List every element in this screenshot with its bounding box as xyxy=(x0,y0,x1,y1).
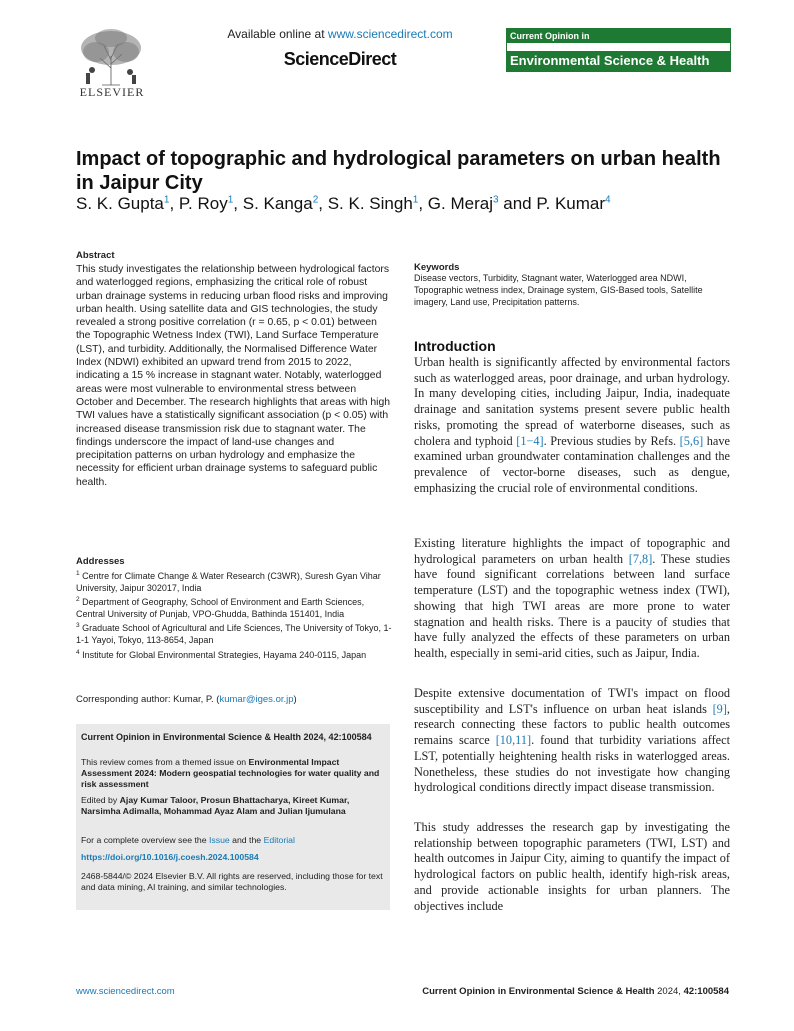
author-name: P. Roy xyxy=(178,194,228,213)
article-info-box xyxy=(76,724,390,910)
author-list xyxy=(76,194,756,214)
editors-prefix: Edited by xyxy=(81,795,120,805)
address-number: 1 xyxy=(76,570,80,577)
footer-year: 2024, xyxy=(654,986,684,997)
journal-label-small: Current Opinion in xyxy=(507,29,730,43)
footer-sciencedirect-link[interactable]: www.sciencedirect.com xyxy=(76,986,175,997)
author-separator: , xyxy=(233,194,243,213)
keywords-text: Disease vectors, Turbidity, Stagnant water, Waterlogged area NDWI, Topographic wetness index, Drainage system, GIS-Based tools, Satellite imagery, Land use, Precipitation patterns. xyxy=(414,273,703,307)
corresponding-author xyxy=(76,693,392,706)
address-number: 3 xyxy=(76,622,80,630)
footer-journal-name: Current Opinion in Environmental Science & Health xyxy=(422,986,655,997)
author-name: G. Meraj xyxy=(427,194,493,213)
issue-link[interactable]: Issue xyxy=(208,835,230,845)
overview-prefix: For a complete overview see the xyxy=(81,835,209,845)
paragraph-text: . Previous studies by Refs. xyxy=(543,433,680,448)
copyright-notice: 2468-5844/© 2024 Elsevier B.V. All rights are reserved, including those for text and data mining, AI training, and similar technologies. xyxy=(81,871,383,892)
sciencedirect-brand: ScienceDirect xyxy=(283,49,397,69)
paragraph-text: , research connecting these factors to public health outcomes remains scarce xyxy=(414,701,730,748)
author-affiliation-ref[interactable]: 2 xyxy=(312,194,319,206)
available-online xyxy=(200,27,480,41)
paragraph-text: have examined urban groundwater contamination challenges and the prevalence of vector-borne diseases, such as dengue, emphasizing the crucial role of environmental conditions. xyxy=(414,433,730,495)
author-separator: , xyxy=(169,194,179,213)
address-text: Institute for Global Environmental Strategies, Hayama 240-0115, Japan xyxy=(79,649,367,660)
paragraph-text: . found that turbidity variations affect LST, potentially heightening health risks in waterlogged areas. Nonetheless, these studies do not investigate how changing hydrological conditions directly impact disease transmission. xyxy=(414,733,730,795)
abstract-text: This study investigates the relationship between hydrological factors and waterlogged regions, emphasizing the critical role of robust urban drainage systems in reducing urban flood risks and improving urban health. Using satellite data and GIS technologies, the study revealed a strong positive correlation (r = 0.65, p < 0.01) between the Topographic Wetness Index (TWI), Land Surface Temperature (LST), and turbidity. Additionally, the Normalised Difference Water Index (NDWI) exhibited an upward trend from 2015 to 2022, indicating a 15 % increase in stagnant water. Notably, waterlogged areas were most vulnerable to environmental stress between October and December. The research highlights that areas with high TWI values have a statistically significant association (p < 0.05) with increased disease transmission risk due to stagnant water. The findings underscore the impact of land-use changes and precipitation patterns on urban hydrology and emphasize the necessity for efficient urban drainage systems to safeguard public health. xyxy=(76,264,391,488)
address-item xyxy=(76,647,392,662)
citation-link[interactable]: [1−4] xyxy=(516,433,544,448)
author-name: P. Kumar xyxy=(536,194,606,213)
citation-link[interactable]: [9] xyxy=(712,701,727,716)
address-text: Department of Geography, School of Environment and Earth Sciences, Central University of Punjab, VPO-Ghudda, Bathinda 151401, India xyxy=(76,597,365,619)
author-name: S. K. Gupta xyxy=(76,194,164,213)
author-affiliation-ref[interactable]: 1 xyxy=(227,194,234,206)
editors-names: Ajay Kumar Taloor, Prosun Bhattacharya, Kireet Kumar, Narsimha Adimalla, Mohammad Ayaz Alam and Julian Ijumulana xyxy=(81,795,350,816)
themed-issue-prefix: This review comes from a themed issue on xyxy=(81,757,249,767)
intro-paragraph-4 xyxy=(414,820,730,914)
author-separator: and xyxy=(498,194,537,213)
author-affiliation-ref[interactable]: 1 xyxy=(163,194,170,206)
footer-citation xyxy=(410,986,729,997)
author-separator: , xyxy=(318,194,328,213)
author-affiliation-ref[interactable]: 1 xyxy=(412,194,419,206)
introduction-heading: Introduction xyxy=(414,338,496,354)
editorial-link[interactable]: Editorial xyxy=(263,835,295,845)
intro-paragraph-1 xyxy=(414,355,730,496)
overview-and: and the xyxy=(229,835,264,845)
sciencedirect-link[interactable]: www.sciencedirect.com xyxy=(327,27,453,41)
author-name: S. Kanga xyxy=(242,194,313,213)
address-item xyxy=(76,594,392,620)
journal-label-main: Environmental Science & Health xyxy=(507,51,730,71)
addresses-heading: Addresses xyxy=(76,556,125,567)
citation-link[interactable]: [7,8] xyxy=(628,551,653,566)
info-editors xyxy=(81,795,385,817)
info-themed-issue xyxy=(81,757,385,790)
corresponding-suffix: ) xyxy=(293,694,297,705)
publisher-logo-text: ELSEVIER xyxy=(79,85,145,99)
paragraph-text: . These studies have found significant correlations between land surface temperature (LST) and the topographic wetness index (TWI), showing that high TWI areas are more prone to water stagnation and health risks. There is a paucity of studies that have fully analyzed the effects of these parameters on urban health, especially in semi-arid cities, such as Jaipur, India. xyxy=(414,551,730,660)
intro-paragraph-3 xyxy=(414,686,730,796)
intro-paragraph-2 xyxy=(414,536,730,662)
info-journal-citation: Current Opinion in Environmental Science & Health 2024, 42:100584 xyxy=(81,732,372,742)
doi-link[interactable]: https://doi.org/10.1016/j.coesh.2024.100584 xyxy=(81,852,259,862)
themed-issue-title: Environmental Impact Assessment 2024: Modern geospatial technologies for water quality and risk assessment xyxy=(81,757,380,789)
author-affiliation-ref[interactable]: 4 xyxy=(605,194,611,206)
address-text: Graduate School of Agricultural and Life Sciences, The University of Tokyo, 1-1-1 Yayoi, Tokyo, 113-8654, Japan xyxy=(76,623,392,645)
author-name: S. K. Singh xyxy=(327,194,413,213)
address-number: 4 xyxy=(76,648,80,656)
keywords-heading: Keywords xyxy=(414,262,460,273)
corresponding-email-link[interactable]: kumar@iges.or.jp xyxy=(219,694,294,705)
paragraph-text: Existing literature highlights the impact of topographic and hydrological parameters on urban health xyxy=(414,536,730,566)
footer-volume: 42:100584 xyxy=(683,986,729,997)
info-overview xyxy=(81,835,385,846)
addresses-list xyxy=(76,568,392,661)
paragraph-text: Urban health is significantly affected by environmental factors such as waterlogged areas, poor drainage, and urban hydrology. In many developing cities, including Jaipur, India, inadequate drainage and sanitation systems present severe public health risks, promoting the spread of waterborne diseases, such as cholera and typhoid xyxy=(414,355,730,448)
available-prefix: Available online at xyxy=(227,27,328,41)
article-title: Impact of topographic and hydrological parameters on urban health in Jaipur City xyxy=(76,148,721,194)
abstract-heading: Abstract xyxy=(76,250,115,261)
corresponding-prefix: Corresponding author: Kumar, P. ( xyxy=(76,694,220,705)
author-separator: , xyxy=(418,194,428,213)
citation-link[interactable]: [10,11] xyxy=(495,733,532,748)
paragraph-text: This study addresses the research gap by investigating the relationship between topographic parameters (TWI, LST) and health outcomes in Jaipur City, aiming to quantify the impact of hydrological factors on public health, identify high-risk areas, and provide actionable insights for urban planners. The objectives include xyxy=(414,820,730,913)
citation-link[interactable]: [5,6] xyxy=(679,433,704,448)
address-text: Centre for Climate Change & Water Research (C3WR), Suresh Gyan Vihar University, Jaipur 302017, India xyxy=(76,571,381,593)
journal-banner xyxy=(506,28,731,72)
paragraph-text: Despite extensive documentation of TWI's impact on flood susceptibility and LST's influence on urban heat islands xyxy=(414,686,730,716)
author-affiliation-ref[interactable]: 3 xyxy=(492,194,499,206)
address-number: 2 xyxy=(76,596,80,604)
address-item xyxy=(76,568,392,594)
address-item xyxy=(76,620,392,646)
